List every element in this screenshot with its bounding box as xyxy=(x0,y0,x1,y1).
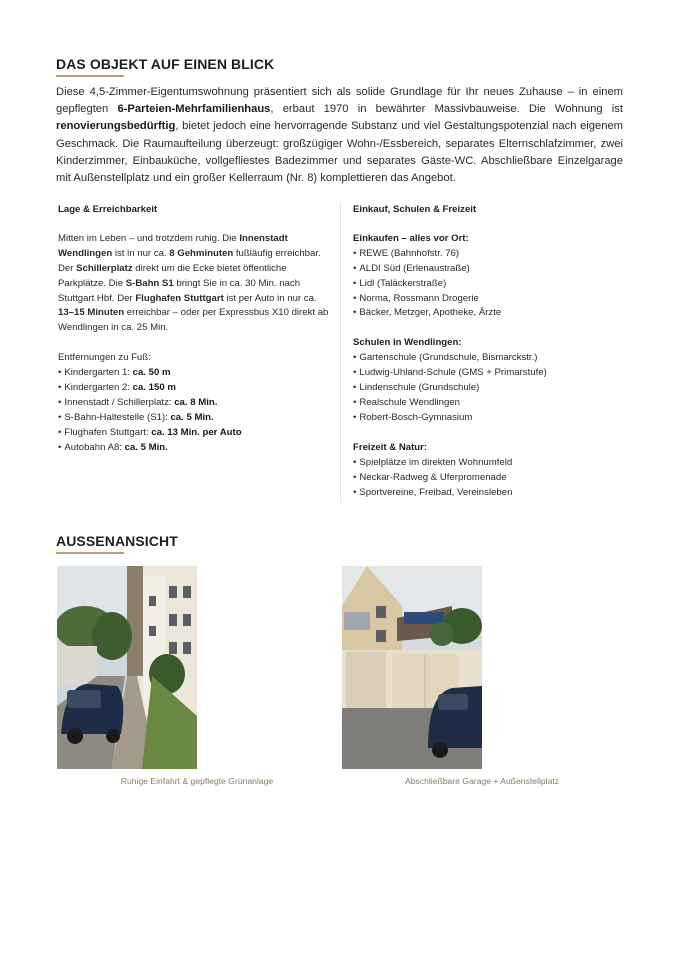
distances-list xyxy=(58,366,330,455)
title-underline xyxy=(56,75,124,77)
list-item: • Bäcker, Metzger, Apotheke, Ärzte xyxy=(353,307,502,319)
list-item: • REWE (Bahnhofstr. 76) xyxy=(353,247,460,259)
location-paragraph: Mitten im Leben – und trotzdem ruhig. Die Innenstadt Wendlingen ist in nur ca. 8 Gehminuten fußläufig erreichbar. Der Schillerplatz direkt um die Ecke bietet öffentliche Parkplätze. Die S-Bahn S1 bringt Sie in ca. 30 Min. nach Stuttgart Hbf. Der Flughafen Stuttgart ist per Auto in nur ca. 13–15 Minuten erreichbar – oder per Expressbus X10 direkt ab Wendlingen in ca. 25 Min. xyxy=(58,232,329,334)
amenities-heading: Einkauf, Schulen & Freizeit xyxy=(353,204,477,215)
list-item: • Norma, Rossmann Drogerie xyxy=(353,292,479,304)
list-item: • Neckar-Radweg & Uferpromenade xyxy=(353,471,507,483)
shopping-list xyxy=(353,247,625,322)
shopping-label: Einkaufen – alles vor Ort: xyxy=(353,232,469,244)
leisure-label: Freizeit & Natur: xyxy=(353,441,428,453)
list-item: • Realschule Wendlingen xyxy=(353,396,460,408)
section-title-overview: DAS OBJEKT AUF EINEN BLICK xyxy=(56,56,275,72)
list-item: • Ludwig-Uhland-Schule (GMS + Primarstufe) xyxy=(353,367,547,379)
photo-garage xyxy=(342,566,482,769)
list-item: • S-Bahn-Haltestelle (S1): ca. 5 Min. xyxy=(58,411,214,423)
column-divider xyxy=(340,203,341,503)
photo-driveway xyxy=(57,566,197,769)
amenities-column xyxy=(353,203,625,500)
location-heading: Lage & Erreichbarkeit xyxy=(58,204,158,215)
photo-caption: Abschließbare Garage + Außenstellplatz xyxy=(404,776,560,786)
list-item: • Kindergarten 1: ca. 50 m xyxy=(58,367,171,379)
list-item: • Innenstadt / Schillerplatz: ca. 8 Min. xyxy=(58,396,218,408)
section-title-exterior: AUSSENANSICHT xyxy=(56,533,178,549)
list-item: • Lindenschule (Grundschule) xyxy=(353,382,480,394)
list-item: • ALDI Süd (Erlenaustraße) xyxy=(353,262,470,274)
list-item: • Autobahn A8: ca. 5 Min. xyxy=(58,441,168,453)
location-column xyxy=(58,203,330,456)
list-item: • Spielplätze im direkten Wohnumfeld xyxy=(353,456,513,468)
list-item: • Kindergarten 2: ca. 150 m xyxy=(58,382,176,394)
leisure-list xyxy=(353,456,625,501)
list-item: • Sportvereine, Freibad, Vereinsleben xyxy=(353,486,513,498)
list-item: • Flughafen Stuttgart: ca. 13 Min. per Auto xyxy=(58,426,242,438)
distances-label: Entfernungen zu Fuß: xyxy=(58,352,151,364)
list-item: • Robert-Bosch-Gymnasium xyxy=(353,411,473,423)
list-item: • Lidl (Taläckerstraße) xyxy=(353,277,447,289)
list-item: • Gartenschule (Grundschule, Bismarckstr.) xyxy=(353,352,538,364)
title-underline xyxy=(56,552,124,554)
schools-label: Schulen in Wendlingen: xyxy=(353,337,462,349)
intro-paragraph: Diese 4,5-Zimmer-Eigentumswohnung präsentiert sich als solide Grundlage für Ihr neues Zuhause – in einem gepflegten 6-Parteien-Mehrfamilienhaus, erbaut 1970 in bewährter Massivbauweise. Die Wohnung ist renovierungsbedürftig, bietet jedoch eine hervorragende Substanz und viel Gestaltungspotenzial nach eigenem Geschmack. Die Raumaufteilung überzeugt: großzügiger Wohn-/Essbereich, separates Elternschlafzimmer, zwei Kinderzimmer, Einbauküche, vollgefliestes Badezimmer und separates Gäste-WC. Abschließbare Einzelgarage mit Außenstellplatz und ein großer Kellerraum (Nr. 8) komplettieren das Angebot. xyxy=(56,86,623,185)
schools-list xyxy=(353,351,625,426)
photo-caption: Ruhige Einfahrt & gepflegte Grünanlage xyxy=(120,776,274,786)
